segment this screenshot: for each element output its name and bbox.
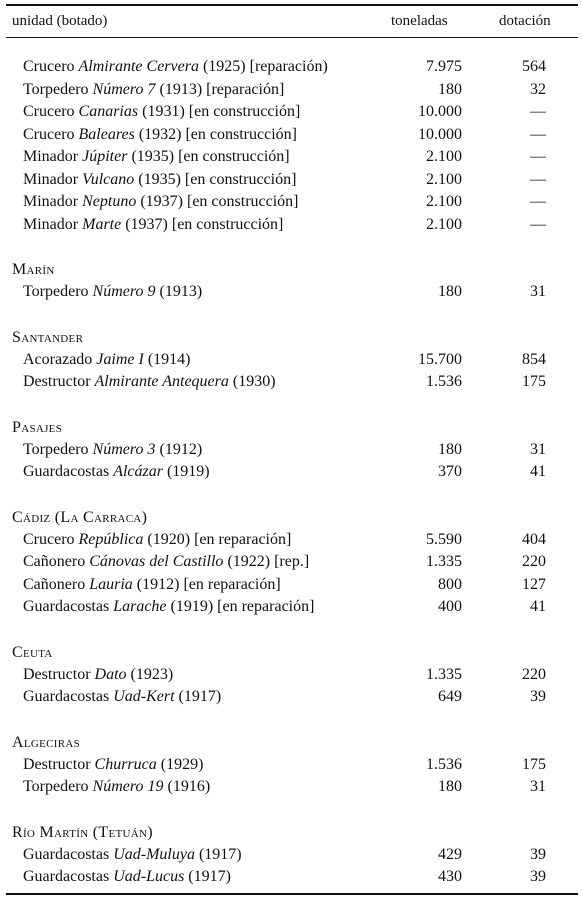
tons-cell: 2.100 xyxy=(426,148,462,165)
launch-year: (1935) xyxy=(131,148,175,165)
ship-type: Guardacostas xyxy=(23,598,110,615)
ship-name: Marte xyxy=(82,215,122,233)
ship-type: Guardacostas xyxy=(23,688,110,705)
ship-type: Destructor xyxy=(23,665,91,683)
unit-cell xyxy=(23,58,328,76)
table-top-rule xyxy=(6,4,578,6)
ship-name: Neptuno xyxy=(82,193,137,210)
table-row xyxy=(0,553,582,576)
section-title: Ceuta xyxy=(12,643,53,661)
launch-year: (1935) xyxy=(138,170,181,188)
table-row xyxy=(0,58,582,81)
ship-type: Minador xyxy=(23,215,79,233)
ship-name: Uad-Kert xyxy=(113,688,175,705)
launch-year: (1917) xyxy=(178,688,222,705)
ship-name: Número 7 xyxy=(92,80,156,98)
column-header-tons: toneladas xyxy=(391,13,448,29)
unit-cell xyxy=(23,81,284,99)
table-row xyxy=(0,126,582,149)
unit-cell xyxy=(23,171,296,189)
tons-cell: 429 xyxy=(438,845,462,863)
tons-cell: 5.590 xyxy=(426,530,462,548)
table-row xyxy=(0,373,582,396)
ship-type: Crucero xyxy=(23,125,75,143)
tons-cell: 1.335 xyxy=(426,553,462,570)
unit-cell xyxy=(23,666,173,684)
ship-name: Churruca xyxy=(94,755,157,773)
ship-type: Torpedero xyxy=(23,778,89,795)
unit-cell xyxy=(23,868,231,886)
unit-cell xyxy=(23,598,314,616)
tons-cell: 430 xyxy=(438,868,462,885)
tons-cell: 2.100 xyxy=(426,215,462,233)
column-header-unit: unidad (botado) xyxy=(12,13,108,29)
table-row xyxy=(0,283,582,306)
ship-type: Minador xyxy=(23,193,79,210)
status-note: [en construcción] xyxy=(188,103,301,120)
unit-cell xyxy=(23,553,309,571)
table-row xyxy=(0,666,582,689)
table-row xyxy=(0,756,582,779)
unit-cell xyxy=(23,576,281,594)
tons-cell: 800 xyxy=(438,575,462,593)
ship-type: Crucero xyxy=(23,103,75,120)
table-row xyxy=(0,103,582,126)
launch-year: (1925) xyxy=(202,58,246,75)
status-note: [reparación] xyxy=(206,80,285,98)
tons-cell: 180 xyxy=(438,80,462,98)
tons-cell: 10.000 xyxy=(418,125,462,143)
crew-cell: — xyxy=(530,125,546,143)
crew-cell: — xyxy=(530,170,546,188)
launch-year: (1919) xyxy=(166,463,210,480)
crew-cell: 404 xyxy=(522,530,546,548)
ship-name: Alcázar xyxy=(113,463,163,480)
launch-year: (1929) xyxy=(160,755,204,773)
table-row xyxy=(0,868,582,891)
launch-year: (1916) xyxy=(167,778,211,795)
launch-year: (1912) xyxy=(136,575,180,593)
ship-name: República xyxy=(78,530,144,548)
launch-year: (1917) xyxy=(198,845,242,863)
ship-type: Destructor xyxy=(23,373,91,390)
crew-cell: 564 xyxy=(522,58,546,75)
tons-cell: 649 xyxy=(438,688,462,705)
launch-year: (1930) xyxy=(232,373,276,390)
header-rule xyxy=(6,37,578,38)
ship-name: Baleares xyxy=(78,125,135,143)
status-note: [en construcción] xyxy=(184,170,297,188)
tons-cell: 180 xyxy=(438,778,462,795)
launch-year: (1919) xyxy=(170,598,214,615)
ship-type: Crucero xyxy=(23,58,75,75)
launch-year: (1913) xyxy=(159,283,203,300)
ship-name: Vulcano xyxy=(82,170,135,188)
crew-cell: 39 xyxy=(530,868,546,885)
unit-cell xyxy=(23,373,276,391)
table-row xyxy=(0,171,582,194)
status-note: [en reparación] xyxy=(194,530,292,548)
ship-name: Número 3 xyxy=(92,440,156,458)
ship-name: Cánovas del Castillo xyxy=(89,553,224,570)
unit-cell xyxy=(23,441,202,459)
unit-cell xyxy=(23,193,299,211)
status-note: [reparación) xyxy=(249,58,328,75)
ship-type: Minador xyxy=(23,170,79,188)
launch-year: (1931) xyxy=(142,103,185,120)
table-row xyxy=(0,351,582,374)
table-row xyxy=(0,598,582,621)
unit-cell xyxy=(23,103,300,121)
section-title: Algeciras xyxy=(12,733,81,751)
crew-cell: 175 xyxy=(522,755,546,773)
crew-cell: 39 xyxy=(530,845,546,863)
ship-name: Júpiter xyxy=(82,148,128,165)
table-row xyxy=(0,846,582,869)
ship-name: Uad-Muluya xyxy=(113,845,195,863)
status-note: [en reparación] xyxy=(217,598,315,615)
section-title: Cádiz (La Carraca) xyxy=(12,508,148,526)
unit-cell xyxy=(23,778,210,796)
unit-cell xyxy=(23,688,221,706)
column-header-crew: dotación xyxy=(499,13,551,29)
unit-cell xyxy=(23,531,291,549)
unit-cell xyxy=(23,126,297,144)
tons-cell: 1.335 xyxy=(426,665,462,683)
launch-year: (1937) xyxy=(140,193,183,210)
tons-cell: 370 xyxy=(438,463,462,480)
launch-year: (1917) xyxy=(188,868,231,885)
crew-cell: 175 xyxy=(522,373,546,390)
crew-cell: — xyxy=(530,148,546,165)
crew-cell: 31 xyxy=(530,440,546,458)
ship-name: Jaime I xyxy=(96,350,144,368)
table-row xyxy=(0,576,582,599)
ship-name: Uad-Lucus xyxy=(113,868,185,885)
ship-type: Acorazado xyxy=(23,350,93,368)
status-note: [en construcción] xyxy=(171,215,284,233)
table-row xyxy=(0,216,582,239)
launch-year: (1922) xyxy=(227,553,271,570)
table-row xyxy=(0,463,582,486)
status-note: [en construcción] xyxy=(185,125,297,143)
crew-cell: — xyxy=(530,215,546,233)
status-note: [en reparación] xyxy=(183,575,281,593)
tons-cell: 2.100 xyxy=(426,170,462,188)
ship-name: Dato xyxy=(94,665,127,683)
launch-year: (1914) xyxy=(147,350,191,368)
unit-cell xyxy=(23,216,283,234)
tons-cell: 180 xyxy=(438,283,462,300)
ship-type: Crucero xyxy=(23,530,75,548)
table-row xyxy=(0,441,582,464)
status-note: [en construcción] xyxy=(178,148,290,165)
status-note: [rep.] xyxy=(274,553,310,570)
crew-cell: 41 xyxy=(530,598,546,615)
launch-year: (1937) xyxy=(125,215,168,233)
launch-year: (1932) xyxy=(138,125,182,143)
unit-cell xyxy=(23,756,203,774)
launch-year: (1912) xyxy=(159,440,203,458)
tons-cell: 400 xyxy=(438,598,462,615)
ship-type: Torpedero xyxy=(23,440,89,458)
tons-cell: 10.000 xyxy=(418,103,462,120)
unit-cell xyxy=(23,351,190,369)
ship-type: Destructor xyxy=(23,755,91,773)
tons-cell: 1.536 xyxy=(426,373,462,390)
launch-year: (1920) xyxy=(147,530,191,548)
crew-cell: 854 xyxy=(522,350,546,368)
unit-cell xyxy=(23,463,210,481)
ship-type: Cañonero xyxy=(23,575,86,593)
launch-year: (1913) xyxy=(159,80,203,98)
ship-name: Almirante Cervera xyxy=(78,58,199,75)
crew-cell: 39 xyxy=(530,688,546,705)
ship-type: Guardacostas xyxy=(23,868,110,885)
ship-type: Torpedero xyxy=(23,80,89,98)
ship-type: Minador xyxy=(23,148,79,165)
ship-name: Canarias xyxy=(78,103,139,120)
tons-cell: 180 xyxy=(438,440,462,458)
launch-year: (1923) xyxy=(130,665,174,683)
unit-cell xyxy=(23,846,242,864)
crew-cell: 31 xyxy=(530,778,546,795)
table-row xyxy=(0,688,582,711)
crew-cell: 220 xyxy=(522,553,546,570)
crew-cell: — xyxy=(530,193,546,210)
ship-name: Larache xyxy=(113,598,167,615)
tons-cell: 15.700 xyxy=(418,350,462,368)
table-row xyxy=(0,531,582,554)
tons-cell: 7.975 xyxy=(426,58,462,75)
status-note: [en construcción] xyxy=(186,193,299,210)
ship-type: Guardacostas xyxy=(23,845,110,863)
table-row xyxy=(0,81,582,104)
table-row xyxy=(0,778,582,801)
unit-cell xyxy=(23,283,202,301)
ship-name: Número 19 xyxy=(92,778,164,795)
crew-cell: 32 xyxy=(530,80,546,98)
table-bottom-rule xyxy=(6,893,578,895)
crew-cell: 31 xyxy=(530,283,546,300)
ship-name: Almirante Antequera xyxy=(94,373,229,390)
table-row xyxy=(0,148,582,171)
section-title: Pasajes xyxy=(12,418,63,436)
unit-cell xyxy=(23,148,290,166)
crew-cell: 220 xyxy=(522,665,546,683)
section-title: Río Martín (Tetuán) xyxy=(12,823,153,841)
section-title: Marín xyxy=(12,261,55,278)
ship-name: Lauria xyxy=(89,575,133,593)
section-title: Santander xyxy=(12,328,84,346)
crew-cell: — xyxy=(530,103,546,120)
tons-cell: 2.100 xyxy=(426,193,462,210)
crew-cell: 41 xyxy=(530,463,546,480)
ship-name: Número 9 xyxy=(92,283,156,300)
crew-cell: 127 xyxy=(522,575,546,593)
ship-type: Torpedero xyxy=(23,283,89,300)
ship-type: Cañonero xyxy=(23,553,86,570)
table-row xyxy=(0,193,582,216)
tons-cell: 1.536 xyxy=(426,755,462,773)
ship-type: Guardacostas xyxy=(23,463,110,480)
